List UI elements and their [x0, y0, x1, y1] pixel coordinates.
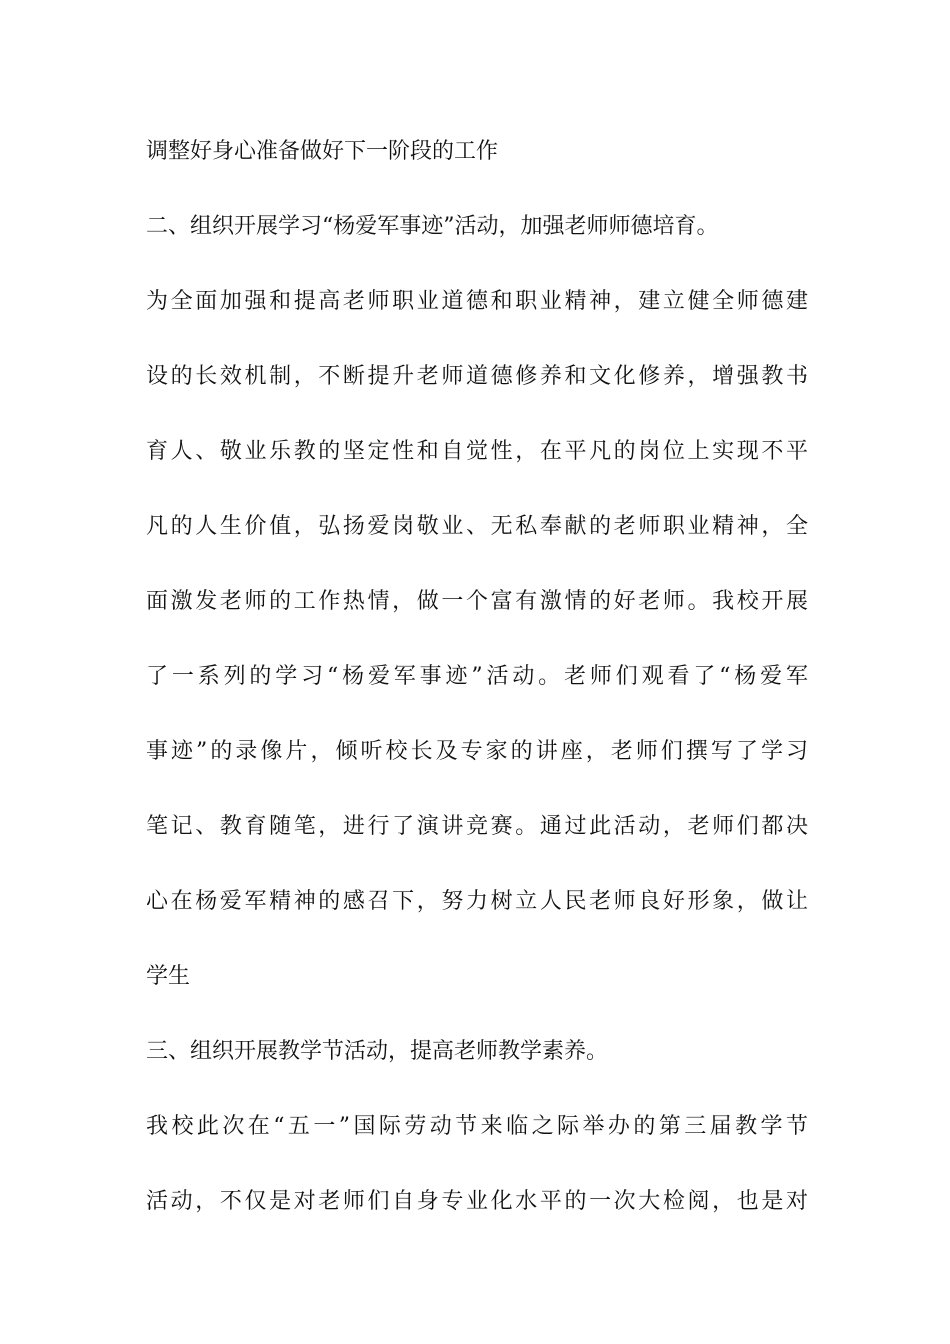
paragraph-line: 活动，不仅是对老师们自身专业化水平的一次大检阅，也是对 — [146, 1189, 808, 1214]
paragraph-line: 面激发老师的工作热情，做一个富有激情的好老师。我校开展 — [146, 589, 808, 614]
paragraph-line: 凡的人生价值，弘扬爱岗敬业、无私奉献的老师职业精神，全 — [146, 514, 808, 539]
paragraph-line: 事迹”的录像片，倾听校长及专家的讲座，老师们撰写了学习 — [146, 739, 808, 764]
paragraph-line: 心在杨爱军精神的感召下，努力树立人民老师良好形象，做让 — [146, 889, 808, 914]
section-heading-three: 三、组织开展教学节活动，提高老师教学素养。 — [146, 1039, 609, 1064]
paragraph-line-end: 学生 — [146, 964, 191, 989]
paragraph-line: 为全面加强和提高老师职业道德和职业精神，建立健全师德建 — [146, 289, 808, 314]
paragraph-line: 我校此次在“五一”国际劳动节来临之际举办的第三届教学节 — [146, 1114, 808, 1139]
paragraph-line: 育人、敬业乐教的坚定性和自觉性，在平凡的岗位上实现不平 — [146, 439, 808, 464]
text-line-continuation: 调整好身心准备做好下一阶段的工作 — [146, 139, 499, 164]
paragraph-line: 设的长效机制，不断提升老师道德修养和文化修养，增强教书 — [146, 364, 808, 389]
section-heading-two: 二、组织开展学习“杨爱军事迹”活动，加强老师师德培育。 — [146, 214, 719, 239]
paragraph-line: 了一系列的学习“杨爱军事迹”活动。老师们观看了“杨爱军 — [146, 664, 808, 689]
paragraph-line: 笔记、教育随笔，进行了演讲竞赛。通过此活动，老师们都决 — [146, 814, 808, 839]
